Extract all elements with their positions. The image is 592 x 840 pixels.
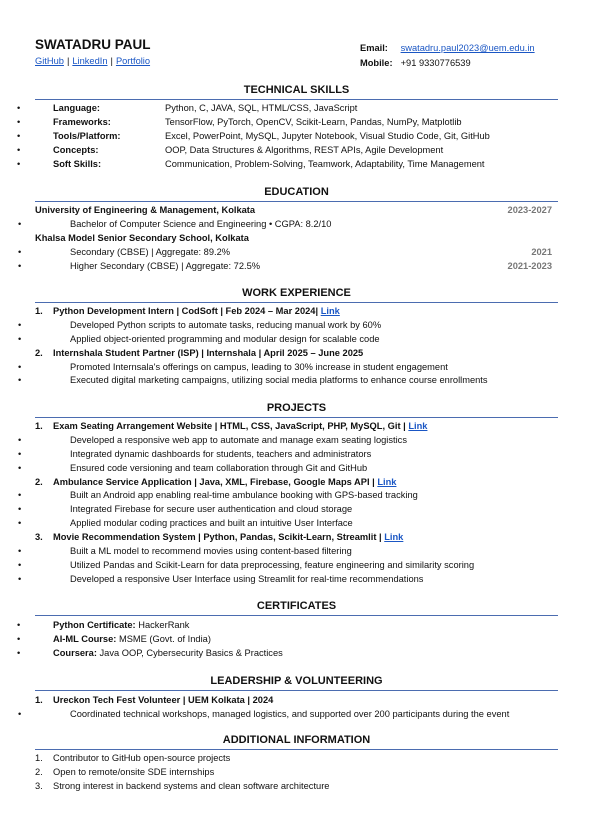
list-item: • Promoted Internsala's offerings on campus, leading to 30% increase in student engagement — [35, 361, 558, 375]
section-divider — [35, 690, 558, 691]
project-link[interactable]: Link — [384, 532, 404, 543]
list-item: • Higher Secondary (CBSE) | Aggregate: 72.5% 2021-2023 — [35, 260, 558, 274]
list-item: • Built an Android app enabling real-time ambulance booking with GPS-based tracking — [35, 489, 558, 503]
section-divider — [35, 749, 558, 750]
list-item: Coursera: Java OOP, Cybersecurity Basics & Practices — [53, 647, 283, 658]
profile-links — [35, 56, 150, 66]
list-item: • Applied object-oriented programming and modular design for scalable code — [35, 333, 558, 347]
email-link[interactable]: swatadru.paul2023@uem.edu.in — [400, 43, 535, 53]
projects-list — [35, 420, 558, 587]
list-item: • Developed a responsive web app to automate and manage exam seating logistics — [35, 434, 558, 448]
email-label: Email: — [360, 43, 388, 53]
mobile-label: Mobile: — [360, 58, 393, 68]
section-divider — [35, 302, 558, 303]
section-title-additional: ADDITIONAL INFORMATION — [222, 734, 371, 746]
skill-row: Language: Python, C, JAVA, SQL, HTML/CSS, JavaScript — [53, 103, 358, 113]
skill-row: Concepts: OOP, Data Structures & Algorithms, REST APIs, Agile Development — [53, 144, 444, 155]
skill-row: Tools/Platform: Excel, PowerPoint, MySQL, Jupyter Notebook, Visual Studio Code, Git, GitHub — [53, 130, 490, 141]
list-item: • Bachelor of Computer Science and Engineering • CGPA: 8.2/10 — [35, 218, 558, 232]
skill-row: Soft Skills: Communication, Problem-Solving, Teamwork, Adaptability, Time Management — [53, 158, 485, 169]
project-heading: 3. Movie Recommendation System | Python, Pandas, Scikit-Learn, Streamlit | Link — [35, 532, 404, 543]
list-item: • Developed Python scripts to automate tasks, reducing manual work by 60% — [35, 319, 558, 333]
leadership-list — [35, 694, 558, 722]
project-heading: 1. Exam Seating Arrangement Website | HTML, CSS, JavaScript, PHP, MySQL, Git | Link — [35, 421, 428, 431]
university-name: University of Engineering & Management, Kolkata 2023-2027 — [35, 204, 558, 218]
project-heading: 2. Ambulance Service Application | Java, XML, Firebase, Google Maps API | Link — [35, 476, 397, 487]
portfolio-link[interactable]: Portfolio — [115, 56, 151, 66]
school-name: Khalsa Model Senior Secondary School, Kolkata — [35, 232, 249, 243]
job-link[interactable]: Link — [320, 306, 340, 316]
linkedin-link[interactable]: LinkedIn — [72, 56, 108, 66]
job-heading: 1. Python Development Intern | CodSoft | Feb 2024 – Mar 2024| Link — [35, 306, 340, 316]
project-link[interactable]: Link — [377, 476, 397, 487]
section-title-certificates: CERTIFICATES — [256, 600, 337, 612]
list-item: AI-ML Course: MSME (Govt. of India) — [53, 633, 211, 644]
list-item: 3. Strong interest in backend systems and clean software architecture — [35, 780, 330, 791]
date: 2021-2023 — [507, 260, 552, 271]
list-item: • Applied modular coding practices and built an intuitive User Interface — [35, 517, 558, 531]
project-link[interactable]: Link — [408, 421, 428, 431]
section-title-skills: TECHNICAL SKILLS — [243, 84, 350, 96]
list-item: Python Certificate: HackerRank — [53, 620, 190, 630]
date: 2023-2027 — [507, 205, 552, 215]
section-divider — [35, 615, 558, 616]
list-item: • Secondary (CBSE) | Aggregate: 89.2% 2021 — [35, 246, 558, 260]
list-item: 1. Contributor to GitHub open-source projects — [35, 753, 231, 763]
section-title-projects: PROJECTS — [266, 402, 327, 414]
certificates-list — [35, 619, 558, 661]
list-item: • Built a ML model to recommend movies using content-based filtering — [35, 545, 558, 559]
separator: | — [110, 56, 113, 66]
section-title-experience: WORK EXPERIENCE — [242, 287, 351, 299]
list-item: • Coordinated technical workshops, managed logistics, and supported over 200 participants during the event — [35, 708, 558, 722]
candidate-name: SWATADRU PAUL — [35, 37, 151, 52]
experience-list — [35, 305, 558, 388]
separator: | — [66, 56, 70, 66]
section-divider — [35, 99, 558, 100]
section-divider — [35, 201, 558, 202]
job-heading: 2. Internshala Student Partner (ISP) | Internshala | April 2025 – June 2025 — [35, 347, 364, 358]
list-item: 2. Open to remote/onsite SDE internships — [35, 766, 215, 777]
additional-list — [35, 752, 558, 794]
skills-list — [35, 102, 558, 171]
list-item: • Integrated Firebase for secure user authentication and cloud storage — [35, 503, 558, 517]
leadership-heading: 1. Ureckon Tech Fest Volunteer | UEM Kolkata | 2024 — [35, 695, 274, 705]
contact-info — [360, 41, 535, 71]
list-item: • Integrated dynamic dashboards for students, teachers and administrators — [35, 448, 558, 462]
education-list — [35, 204, 558, 273]
list-item: • Developed a responsive User Interface using Streamlit for real-time recommendations — [35, 573, 558, 587]
section-divider — [35, 417, 558, 418]
github-link[interactable]: GitHub — [35, 56, 64, 66]
list-item: • Utilized Pandas and Scikit-Learn for data preprocessing, feature engineering and similarity scoring — [35, 559, 558, 573]
section-title-education: EDUCATION — [264, 186, 329, 198]
mobile-number: +91 9330776539 — [400, 58, 471, 68]
skill-row: Frameworks: TensorFlow, PyTorch, OpenCV, Scikit-Learn, Pandas, NumPy, Matplotlib — [53, 116, 462, 127]
section-title-leadership: LEADERSHIP & VOLUNTEERING — [210, 675, 383, 687]
date: 2021 — [531, 246, 552, 257]
list-item: • Executed digital marketing campaigns, utilizing social media platforms to enhance course enrollments — [35, 374, 558, 388]
list-item: • Ensured code versioning and team collaboration through Git and GitHub — [35, 462, 558, 476]
